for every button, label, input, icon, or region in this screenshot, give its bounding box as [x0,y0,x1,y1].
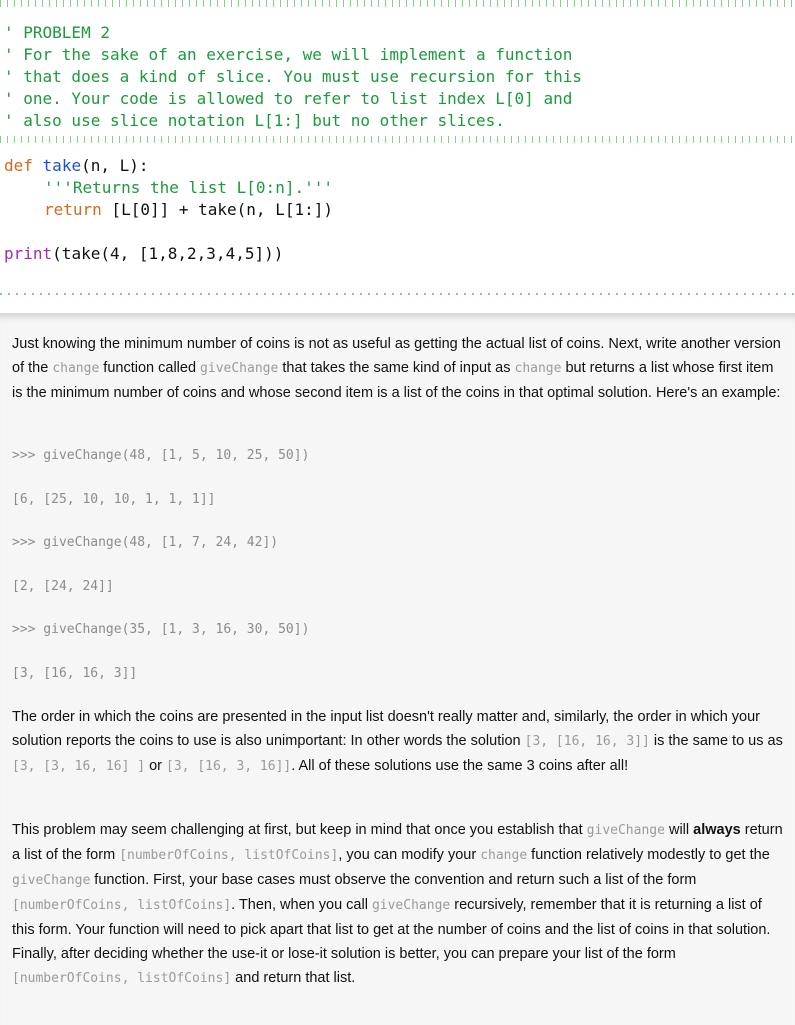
intro-paragraph: Just knowing the minimum number of coins is not as useful as getting the actual list of coins. Next, write another version of the change function called giveChange that takes the same kind of input as change but returns a list whose first item is the minimum number of coins and whose second item is a list of the coins in that optimal solution. Here's an example: [12,336,781,401]
def-keyword: def [4,156,33,175]
comment-line: ' that does a kind of slice. You must use recursion for this [4,67,582,86]
example-output: [2, [24, 24]] [12,579,114,594]
example-input: >>> giveChange(35, [1, 3, 16, 30, 50]) [12,622,310,637]
print-arguments: (take(4, [1,8,2,3,4,5])) [52,244,284,263]
comment-line: ' For the sake of an exercise, we will implement a function [4,45,573,64]
inline-code: change [514,361,562,376]
editor-separator [0,293,795,295]
function-params: (n, L): [81,156,149,175]
print-keyword: print [4,244,53,263]
inline-code: [numberOfCoins, listOfCoins] [12,898,232,913]
hint-paragraph: This problem may seem challenging at first, but keep in mind that once you establish that giveChange will always return a list of the form [numberOfCoins, listOfCoins], you can modify your change function relatively modestly to get the giveChange function. First, your base cases must observe the convention and return such a list of the form [numberOfCoins, listOfCoins]. Then, when you call giveChange recursively, remember that it is returning a list of this form. Your function will need to pick apart that list to get at the number of coins and the list of coins in that solution. Finally, after deciding whether the use-it or lose-it solution is better, you can prepare your list of the form [numberOfCoins, listOfCoins] and return that list. [12,822,783,986]
inline-code: [3, [16, 16, 3]] [524,734,650,749]
comment-line: ' PROBLEM 2 [4,23,110,42]
comment-line: ' one. Your code is allowed to refer to list index L[0] and [4,89,573,108]
inline-code: [3, [3, 16, 16] ] [12,759,146,774]
inline-code: [numberOfCoins, listOfCoins] [12,971,232,986]
function-name: take [42,156,82,175]
example-input: >>> giveChange(48, [1, 5, 10, 25, 50]) [12,448,310,463]
inline-code: giveChange [200,361,279,376]
code-line-def[interactable] [4,155,149,177]
comment-line: ' also use slice notation L[1:] but no other slices. [4,111,505,130]
inline-code: giveChange [371,898,451,913]
comment-border-top [0,0,795,7]
inline-code: change [52,361,100,376]
example-output: [3, [16, 16, 3]] [12,666,138,681]
comment-border-bottom [0,136,795,143]
code-line-docstring[interactable] [44,177,333,199]
docstring: '''Returns the list L[0:n].''' [44,178,333,197]
inline-code: giveChange [586,823,665,838]
inline-code: [numberOfCoins, listOfCoins] [119,848,339,863]
emphasis: always [693,822,741,838]
problem-description-panel[interactable] [0,313,795,1025]
code-line-return[interactable] [44,199,333,221]
code-line-print[interactable] [4,243,283,265]
return-expression: [L[0]] + take(n, L[1:]) [101,200,333,219]
example-output: [6, [25, 10, 10, 1, 1, 1]] [12,492,216,507]
order-paragraph: The order in which the coins are presented in the input list doesn't really matter and, similarly, the order in which your solution reports the coins to use is also unimportant: In other words the solution [3, [16, 16, 3]] is the same to us as [3, [3, 16, 16] ] or [3, [16, 3, 16]]. All of these solutions use the same 3 coins after all! [12,709,783,774]
code-editor[interactable] [0,0,795,306]
example-input: >>> giveChange(48, [1, 7, 24, 42]) [12,535,279,550]
inline-code: [3, [16, 3, 16]] [166,759,292,774]
inline-code: change [480,848,528,863]
inline-code: giveChange [12,873,91,888]
return-keyword: return [44,200,102,219]
